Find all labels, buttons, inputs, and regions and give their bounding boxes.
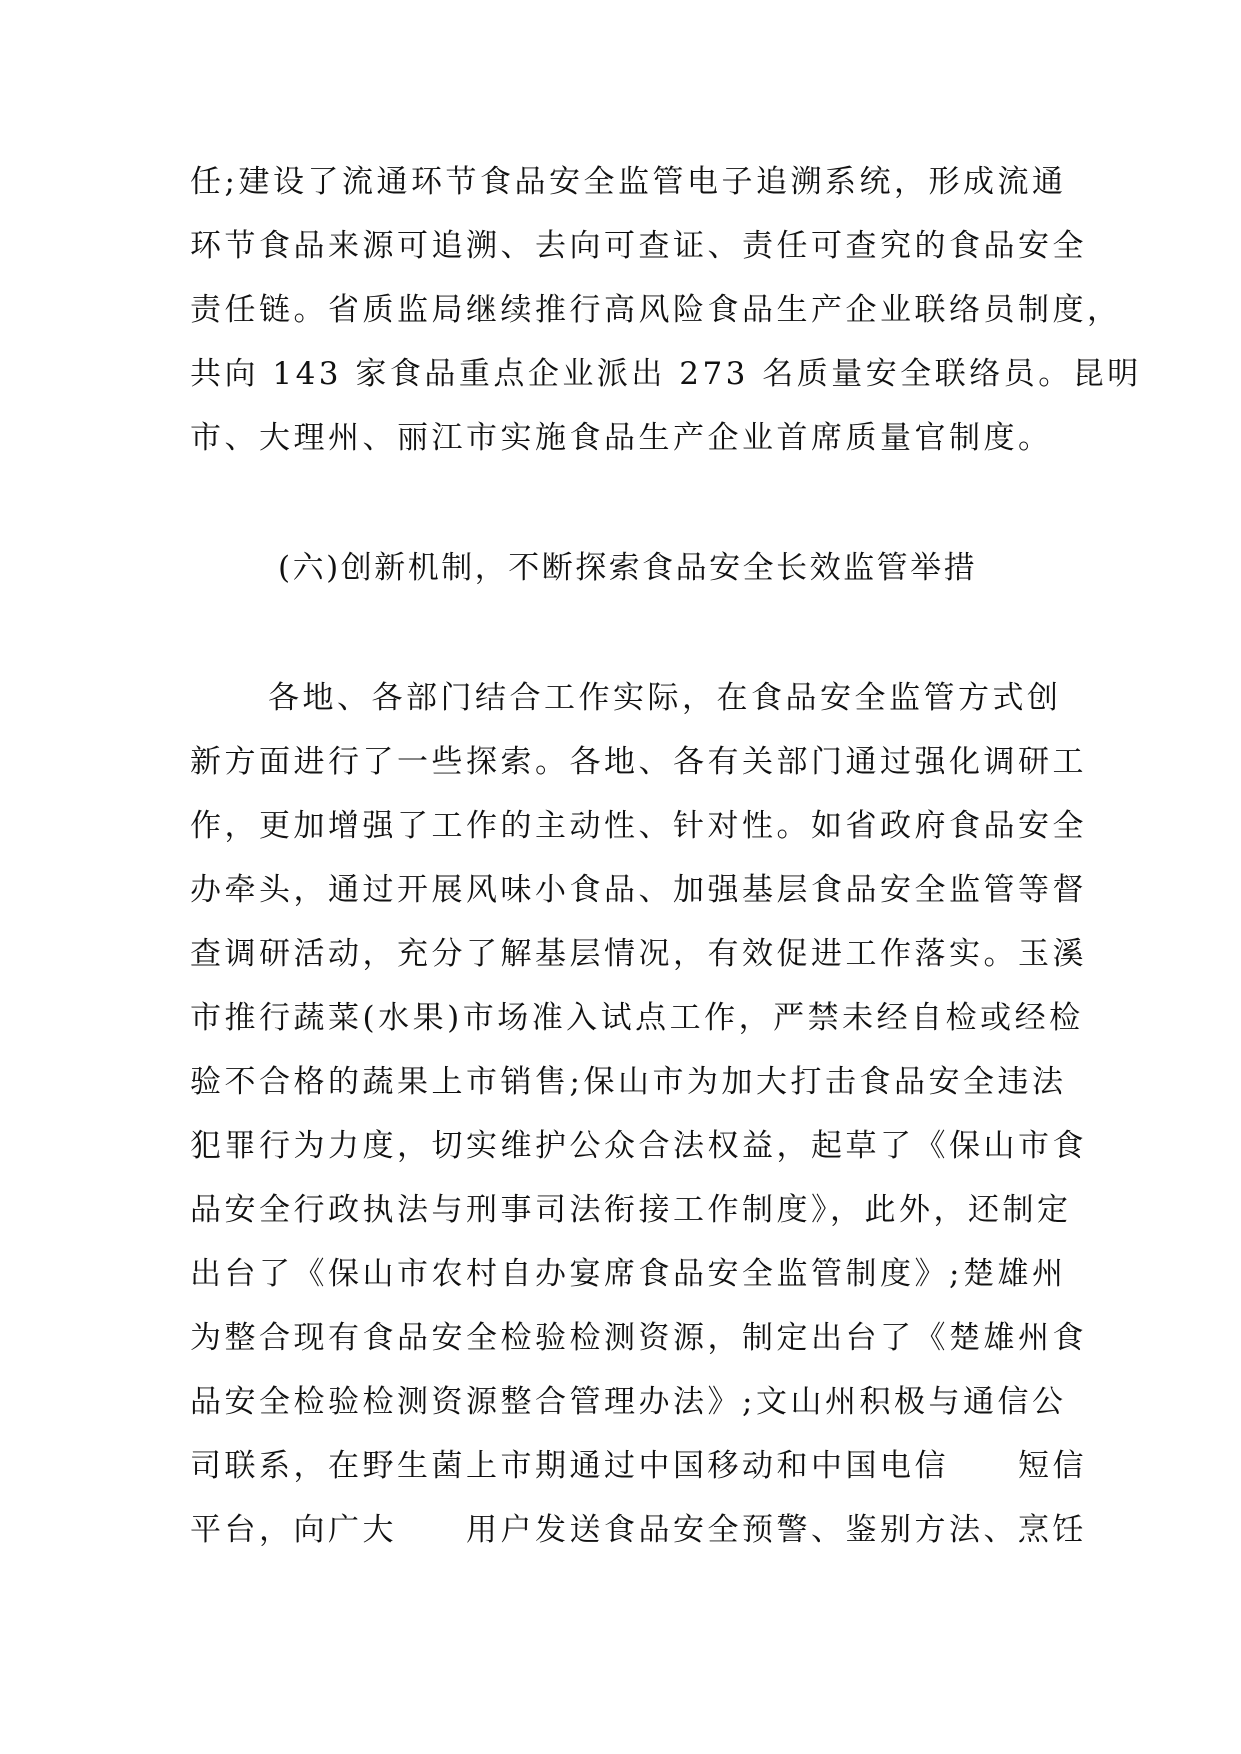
paragraph-2-line-12: 品安全检验检测资源整合管理办法》;文山州积极与通信公: [190, 1384, 1067, 1420]
paragraph-1-line-4: 共向 143 家食品重点企业派出 273 名质量安全联络员。昆明: [190, 356, 1142, 392]
paragraph-1-line-2: 环节食品来源可追溯、去向可查证、责任可查究的食品安全: [190, 228, 1087, 264]
paragraph-2-line-14: 平台，向广大 用户发送食品安全预警、鉴别方法、烹饪: [190, 1512, 1087, 1548]
paragraph-2-line-5: 查调研活动，充分了解基层情况，有效促进工作落实。玉溪: [190, 936, 1087, 972]
paragraph-2-line-11: 为整合现有食品安全检验检测资源，制定出台了《楚雄州食: [190, 1320, 1087, 1356]
paragraph-1-line-3: 责任链。省质监局继续推行高风险食品生产企业联络员制度，: [190, 292, 1122, 328]
paragraph-2-line-2: 新方面进行了一些探索。各地、各有关部门通过强化调研工: [190, 744, 1087, 780]
paragraph-2-line-8: 犯罪行为力度，切实维护公众合法权益，起草了《保山市食: [190, 1128, 1087, 1164]
paragraph-2-line-4: 办牵头，通过开展风味小食品、加强基层食品安全监管等督: [190, 872, 1087, 908]
paragraph-2-line-6: 市推行蔬菜(水果)市场准入试点工作，严禁未经自检或经检: [190, 1000, 1084, 1036]
paragraph-2-line-1: 各地、各部门结合工作实际，在食品安全监管方式创: [268, 680, 1062, 716]
paragraph-2-line-13: 司联系，在野生菌上市期通过中国移动和中国电信 短信: [190, 1448, 1087, 1484]
paragraph-1-line-5: 市、大理州、丽江市实施食品生产企业首席质量官制度。: [190, 420, 1053, 456]
paragraph-2-line-9: 品安全行政执法与刑事司法衔接工作制度》，此外，还制定: [190, 1192, 1072, 1228]
section-heading: (六)创新机制，不断探索食品安全长效监管举措: [278, 550, 978, 586]
paragraph-2-line-3: 作，更加增强了工作的主动性、针对性。如省政府食品安全: [190, 808, 1087, 844]
paragraph-1-line-1: 任;建设了流通环节食品安全监管电子追溯系统，形成流通: [190, 164, 1067, 200]
paragraph-2-line-7: 验不合格的蔬果上市销售;保山市为加大打击食品安全违法: [190, 1064, 1067, 1100]
paragraph-2-line-10: 出台了《保山市农村自办宴席食品安全监管制度》;楚雄州: [190, 1256, 1067, 1292]
